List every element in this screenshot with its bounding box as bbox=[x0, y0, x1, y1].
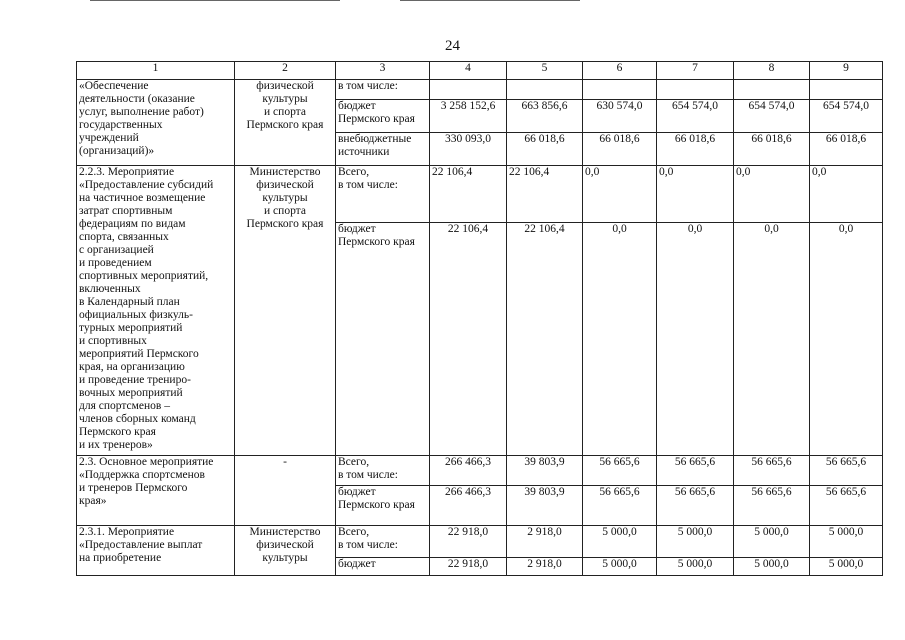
value-cell: 0,0 bbox=[583, 166, 657, 223]
column-header: 2 bbox=[235, 62, 336, 80]
value-cell: 630 574,0 bbox=[583, 100, 657, 133]
activity-name-cell: 2.2.3. Мероприятие «Предоставление субсидий на частичное возмещение затрат спортивным федерациям по видам спорта, связанных с организацией и проведением спортивных мероприятий, включенных в Календарный план официальных физкуль- турных мероприятий и спортивных мероприятий Пермского края, на организацию и проведение трениро- вочных мероприятий для спортсменов – членов сборных команд Пермского края и их тренеров» bbox=[77, 166, 235, 456]
value-cell: 56 665,6 bbox=[734, 486, 810, 526]
value-cell: 22 106,4 bbox=[507, 223, 583, 456]
value-cell: 5 000,0 bbox=[583, 526, 657, 558]
value-cell: 56 665,6 bbox=[583, 456, 657, 486]
value-cell: 5 000,0 bbox=[657, 558, 734, 576]
funding-source-cell: бюджет Пермского края bbox=[336, 223, 430, 456]
value-cell: 22 106,4 bbox=[430, 223, 507, 456]
value-cell: 0,0 bbox=[810, 223, 883, 456]
value-cell: 0,0 bbox=[810, 166, 883, 223]
value-cell: 22 106,4 bbox=[430, 166, 507, 223]
value-cell: 5 000,0 bbox=[810, 558, 883, 576]
value-cell: 0,0 bbox=[657, 223, 734, 456]
column-header: 9 bbox=[810, 62, 883, 80]
budget-table bbox=[76, 61, 883, 576]
activity-name-cell: «Обеспечение деятельности (оказание услуг, выполнение работ) государственных учреждений (организаций)» bbox=[77, 80, 235, 166]
value-cell bbox=[657, 80, 734, 100]
value-cell bbox=[507, 80, 583, 100]
value-cell: 66 018,6 bbox=[583, 133, 657, 166]
value-cell: 266 466,3 bbox=[430, 456, 507, 486]
value-cell: 22 106,4 bbox=[507, 166, 583, 223]
table-row bbox=[77, 526, 883, 558]
header-row bbox=[77, 62, 883, 80]
funding-source-cell: Всего, в том числе: bbox=[336, 526, 430, 558]
scan-edge-line bbox=[400, 0, 580, 1]
page-number: 24 bbox=[445, 38, 460, 54]
value-cell: 0,0 bbox=[734, 223, 810, 456]
value-cell: 5 000,0 bbox=[583, 558, 657, 576]
funding-source-cell: Всего, в том числе: bbox=[336, 166, 430, 223]
value-cell: 66 018,6 bbox=[507, 133, 583, 166]
value-cell: 0,0 bbox=[583, 223, 657, 456]
column-header: 6 bbox=[583, 62, 657, 80]
funding-source-cell: бюджет bbox=[336, 558, 430, 576]
value-cell: 2 918,0 bbox=[507, 526, 583, 558]
value-cell: 39 803,9 bbox=[507, 486, 583, 526]
column-header: 4 bbox=[430, 62, 507, 80]
value-cell: 56 665,6 bbox=[583, 486, 657, 526]
value-cell: 5 000,0 bbox=[810, 526, 883, 558]
value-cell: 66 018,6 bbox=[734, 133, 810, 166]
value-cell: 266 466,3 bbox=[430, 486, 507, 526]
value-cell: 663 856,6 bbox=[507, 100, 583, 133]
funding-source-cell: в том числе: bbox=[336, 80, 430, 100]
value-cell bbox=[430, 80, 507, 100]
value-cell: 56 665,6 bbox=[810, 456, 883, 486]
value-cell: 5 000,0 bbox=[734, 558, 810, 576]
value-cell: 5 000,0 bbox=[657, 526, 734, 558]
activity-name-cell: 2.3.1. Мероприятие «Предоставление выплат на приобретение bbox=[77, 526, 235, 576]
column-header: 3 bbox=[336, 62, 430, 80]
funding-source-cell: бюджет Пермского края bbox=[336, 486, 430, 526]
column-header: 1 bbox=[77, 62, 235, 80]
value-cell bbox=[810, 80, 883, 100]
value-cell: 66 018,6 bbox=[657, 133, 734, 166]
activity-name-cell: 2.3. Основное мероприятие «Поддержка спортсменов и тренеров Пермского края» bbox=[77, 456, 235, 526]
value-cell: 3 258 152,6 bbox=[430, 100, 507, 133]
value-cell: 2 918,0 bbox=[507, 558, 583, 576]
table-row bbox=[77, 456, 883, 486]
value-cell bbox=[583, 80, 657, 100]
funding-source-cell: внебюджетные источники bbox=[336, 133, 430, 166]
value-cell: 0,0 bbox=[734, 166, 810, 223]
value-cell: 22 918,0 bbox=[430, 558, 507, 576]
scan-edge-line bbox=[90, 0, 340, 1]
value-cell: 330 093,0 bbox=[430, 133, 507, 166]
value-cell: 56 665,6 bbox=[657, 456, 734, 486]
value-cell: 56 665,6 bbox=[810, 486, 883, 526]
value-cell: 66 018,6 bbox=[810, 133, 883, 166]
value-cell: 56 665,6 bbox=[734, 456, 810, 486]
funding-source-cell: бюджет Пермского края bbox=[336, 100, 430, 133]
table-row bbox=[77, 80, 883, 100]
column-header: 5 bbox=[507, 62, 583, 80]
table-row bbox=[77, 166, 883, 223]
value-cell bbox=[734, 80, 810, 100]
column-header: 7 bbox=[657, 62, 734, 80]
funding-source-cell: Всего, в том числе: bbox=[336, 456, 430, 486]
value-cell: 56 665,6 bbox=[657, 486, 734, 526]
responsible-org-cell: физической культуры и спорта Пермского края bbox=[235, 80, 336, 166]
responsible-org-cell: Министерство физической культуры bbox=[235, 526, 336, 576]
value-cell: 39 803,9 bbox=[507, 456, 583, 486]
value-cell: 654 574,0 bbox=[657, 100, 734, 133]
responsible-org-cell: Министерство физической культуры и спорта Пермского края bbox=[235, 166, 336, 456]
value-cell: 22 918,0 bbox=[430, 526, 507, 558]
value-cell: 5 000,0 bbox=[734, 526, 810, 558]
value-cell: 654 574,0 bbox=[810, 100, 883, 133]
responsible-org-cell: - bbox=[235, 456, 336, 526]
value-cell: 0,0 bbox=[657, 166, 734, 223]
column-header: 8 bbox=[734, 62, 810, 80]
value-cell: 654 574,0 bbox=[734, 100, 810, 133]
